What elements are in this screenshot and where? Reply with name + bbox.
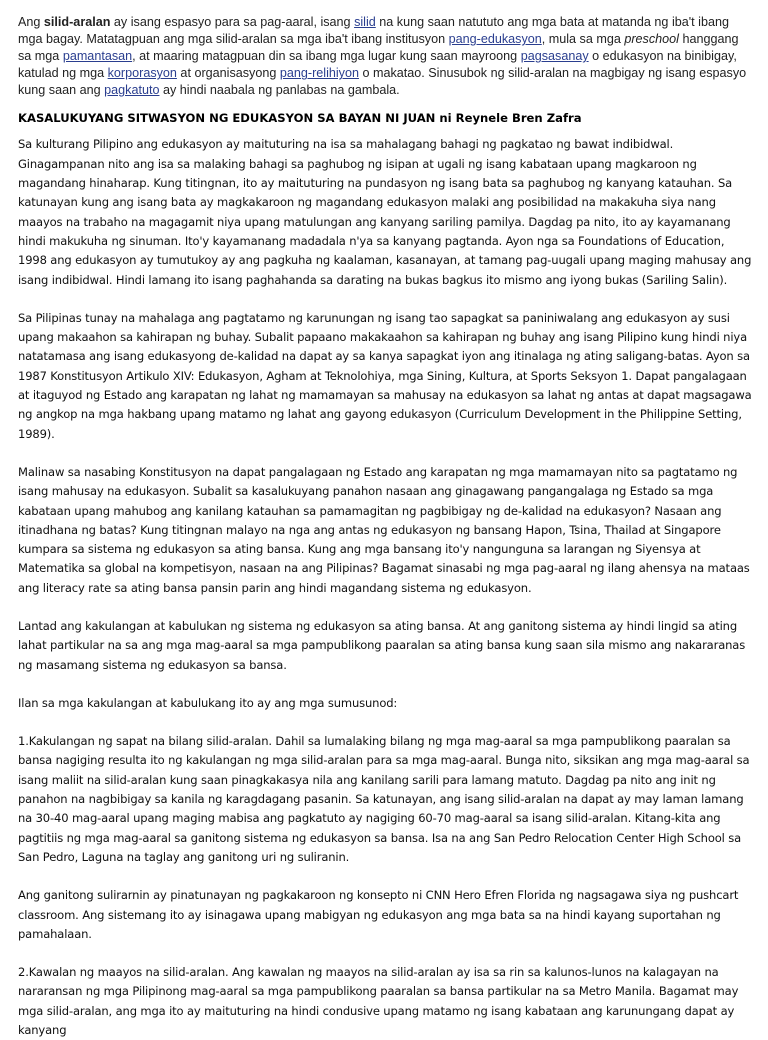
article-paragraph-4: Lantad ang kakulangan at kabulukan ng sistema ng edukasyon sa ating bansa. At ang ganitong sistema ay hindi lingid sa ating lahat partikular na sa ang mga mag-aaral sa mga pampublikong paaralan sa ating bansa kung saan sila mismo ang nakararanas ng masamang sistema ng edukasyon sa bansa. — [18, 619, 746, 672]
intro-italic-term: preschool — [624, 32, 679, 47]
link-silid[interactable]: silid — [354, 15, 376, 29]
link-korporasyon[interactable]: korporasyon — [107, 66, 177, 81]
intro-text: , at maaring matagpuan din sa ibang mga lugar kung saan mayroong — [132, 49, 521, 64]
article-paragraph-8: 2.Kawalan ng maayos na silid-aralan. Ang kawalan ng maayos na silid-aralan ay isa sa rin sa kalunos-lunos na kalagayan na nararansan ng mga Pilipinong mag-aaral sa mga pampublikong paaralan sa bansa partikular na sa Metro Manila. Bagamat may mga silid-aralan, ang mga ito ay maituturing na hindi condusive upang matamo ng isang kabataan ang karunungang dapat ay kanyang — [18, 965, 739, 1038]
article-paragraph-6: 1.Kakulangan ng sapat na bilang silid-aralan. Dahil sa lumalaking bilang ng mga mag-aaral sa mga pampublikong paaralan sa bansa nagiging resulta ito ng kakulangan ng mga silid-aralan para sa mga mag-aaral. Bunga nito, siksikan ang mga mag-aaral sa isang maliit na silid-aralan kung saan pinagkakasya nila ang kanilang sarili para lamang matuto. Dagdag pa nito ang init ng panahon na nagbibigay sa kanila ng karagdagang pasanin. Sa katunayan, ang isang silid-aralan na dapat ay may laman lamang na 30-40 mag-aaral upang maging mabisa ang pagkatuto ay nagiging 60-70 mag-aaral sa isang silid-aralan. Kitang-kita ang pagtitiis ng mga mag-aaral sa ganitong sistema ng edukasyon sa bansa. Isa na ang San Pedro Relocation Center High School sa San Pedro, Laguna na taglay ang ganitong uri ng suliranin. — [18, 734, 750, 864]
link-pagsasanay[interactable]: pagsasanay — [520, 49, 589, 64]
article-paragraph-5: Ilan sa mga kakulangan at kabulukang ito ay ang mga sumusunod: — [18, 695, 398, 710]
intro-paragraph — [18, 14, 754, 99]
intro-text: ay hindi naabala ng panlabas na gambala. — [159, 83, 400, 98]
intro-text: o makatao. Sinusubok ng silid-aralan na magbigay ng isang espasyo kung saan ang — [18, 66, 747, 98]
intro-bold-term: silid-aralan — [43, 15, 111, 29]
intro-text: , mula sa mga — [541, 32, 625, 47]
article-title: KASALUKUYANG SITWASYON NG EDUKASYON SA BAYAN NI JUAN ni Reynele Bren Zafra — [18, 111, 582, 126]
intro-text: o edukasyon na binibigay, katulad ng mga — [18, 49, 737, 81]
article-paragraph-2: Sa Pilipinas tunay na mahalaga ang pagtatamo ng karunungan ng isang tao sapagkat sa paniniwalang ang edukasyon ay susi upang makaahon sa kahirapan ng buhay. Subalit papaano makakaahon sa kahirapan ng buhay ang isang Pilipino kung hindi niya natatamasa ang isang edukasyong de-kalidad na dapat ay sa kanya sapagkat iyon ang itinalaga ng ating saligang-batas. Ayon sa 1987 Konstitusyon Artikulo XIV: Edukasyon, Agham at Teknolohiya, mga Sining, Kultura, at Sports Seksyon 1. Dapat pangalagaan at itaguyod ng Estado ang karapatan ng lahat ng mamamayan sa mahusay na edukasyon sa lahat ng antas at dapat magsagawa ng angkop na mga hakbang upang matamo ng lahat ang gayong edukasyon (Curriculum Development in the Philippine Setting, 1989). — [18, 310, 752, 441]
link-pang-edukasyon[interactable]: pang-edukasyon — [448, 32, 542, 47]
link-pamantasan[interactable]: pamantasan — [62, 49, 133, 64]
article-paragraph-7: Ang ganitong sulirarnin ay pinatunayan ng pagkakaroon ng konsepto ni CNN Hero Efren Florida ng nagsagawa siya ng pushcart classroom. Ang sistemang ito ay isinagawa upang mabigyan ng edukasyon ang mga bata sa na hindi kayang suportahan ng pamahalaan. — [18, 888, 739, 941]
intro-text: hanggang sa mga — [18, 32, 739, 64]
article-paragraph-3: Malinaw sa nasabing Konstitusyon na dapat pangalagaan ng Estado ang karapatan ng mga mamamayan nito sa pagtatamo ng isang mahusay na edukasyon. Subalit sa kasalukuyang panahon nasaan ang ginagawang pangangalaga ng Estado sa mga kabataan upang mahubog ang kanilang katauhan sa pamamagitan ng pagbibigay ng de-kalidad na edukasyon? Nasaan ang itinadhana ng batas? Kung titingnan malayo na nga ang antas ng edukasyon ng bansang Hapon, Tsina, Thailad at Singapore kumpara sa sistema ng edukasyon sa ating bansa. Kung ang mga bansang ito'y nangunguna sa larangan ng Siyensya at Matematika sa global na kompetisyon, nasaan na ang Pilipinas? Bagamat sinasabi ng mga pag-aaral ng ilang ahensya na mataas ang literacy rate sa ating bansa pansin parin ang hindi magandang sistema ng edukasyon. — [18, 464, 750, 595]
intro-text: na kung saan natututo ang mga bata at matanda ng iba't ibang mga bagay. Matatagpuan ang mga silid-aralan sa mga iba't ibang institusyon — [18, 15, 729, 47]
article-paragraph-1: Sa kulturang Pilipino ang edukasyon ay maituturing na isa sa mahalagang bahagi ng pagkatao ng bawat indibidwal. Ginagampanan nito ang isa sa malaking bahagi sa paghubog ng isipan at ugali ng isang kabataan upang magkaroon ng magandang hinaharap. Kung titingnan, ito ay maituturing na pundasyon ng isang bata sa paghubog ng kanyang katauhan. Sa katunayan kung ang isang bata ay magkakaroon ng magandang edukasyon malaki ang posibilidad na makakuha siya nang maayos na trabaho na magagamit niya upang matulungan ang kanyang sariling pamilya. Dagdag pa nito, ito ay kayamanang hindi makukuha ng sinuman. Ito'y kayamanang madadala n'ya sa kanyang pagtanda. Ayon nga sa Foundations of Education, 1998 ang edukasyon ay tumutukoy ay ang pagkuha ng kaalaman, kasanayan, at tamang pag-uugali upang maging mahusay ang isang indibidwal. Hindi lamang ito isang paghahanda sa darating na bukas bagkus ito mismo ang iyong bukas (Sariling Salin). — [18, 137, 752, 287]
link-pagkatuto[interactable]: pagkatuto — [104, 83, 160, 98]
intro-text: at organisasyong — [176, 66, 280, 81]
intro-text: ay isang espasyo para sa pag-aaral, isang — [110, 15, 355, 29]
intro-text: Ang — [18, 15, 44, 29]
link-pang-relihiyon[interactable]: pang-relihiyon — [279, 66, 359, 81]
